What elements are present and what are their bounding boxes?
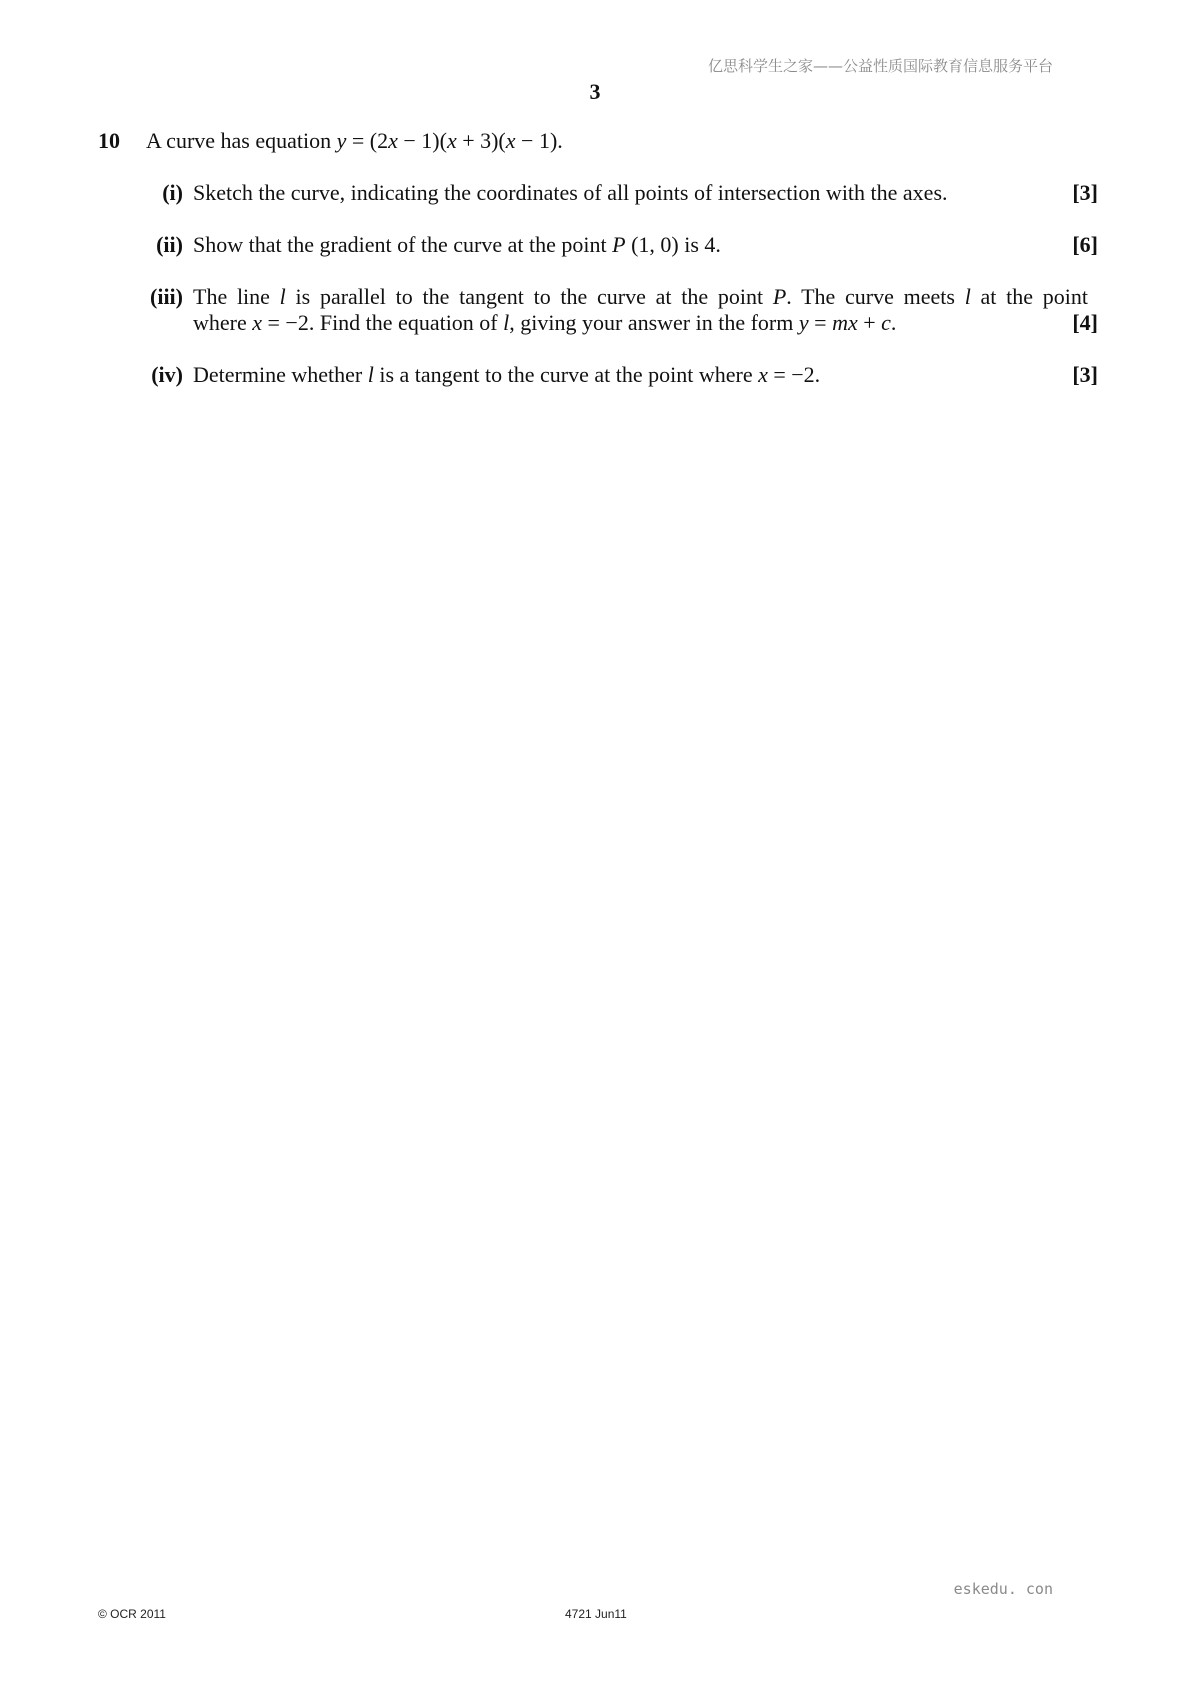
page-number: 3 — [589, 79, 601, 104]
part-marks: [3] — [1072, 362, 1098, 387]
footer-code: 4721 Jun11 — [565, 1607, 627, 1621]
question-10 — [98, 128, 1098, 388]
part-text: Sketch the curve, indicating the coordinates of all points of intersection with the axes. — [193, 180, 948, 205]
part-label: (iv) — [151, 362, 183, 387]
part-i — [98, 180, 1098, 206]
question-stem — [98, 128, 1098, 154]
part-marks: [4] — [1072, 310, 1098, 335]
watermark-text: 亿思科学生之家——公益性质国际教育信息服务平台 — [707, 57, 1053, 75]
part-marks: [6] — [1072, 232, 1098, 257]
footer-brand: eskedu. con — [953, 1580, 1053, 1598]
part-label: (ii) — [156, 232, 183, 257]
part-text: The line l is parallel to the tangent to the curve at the point P. The curve meets l at the point where x = −2. Find the equation of l, giving your answer in the form y = mx + c. — [193, 284, 1088, 335]
part-iii — [98, 284, 1098, 336]
part-marks: [3] — [1072, 180, 1098, 205]
question-stem-text: A curve has equation y = (2x − 1)(x + 3)(x − 1). — [146, 128, 563, 153]
footer-copyright: © OCR 2011 — [98, 1607, 166, 1621]
part-text: Show that the gradient of the curve at the point P (1, 0) is 4. — [193, 232, 721, 257]
part-text: Determine whether l is a tangent to the curve at the point where x = −2. — [193, 362, 821, 387]
part-label: (i) — [162, 180, 183, 205]
question-number: 10 — [98, 128, 120, 153]
part-label: (iii) — [150, 284, 183, 309]
part-ii — [98, 232, 1098, 258]
part-iv — [98, 362, 1098, 388]
